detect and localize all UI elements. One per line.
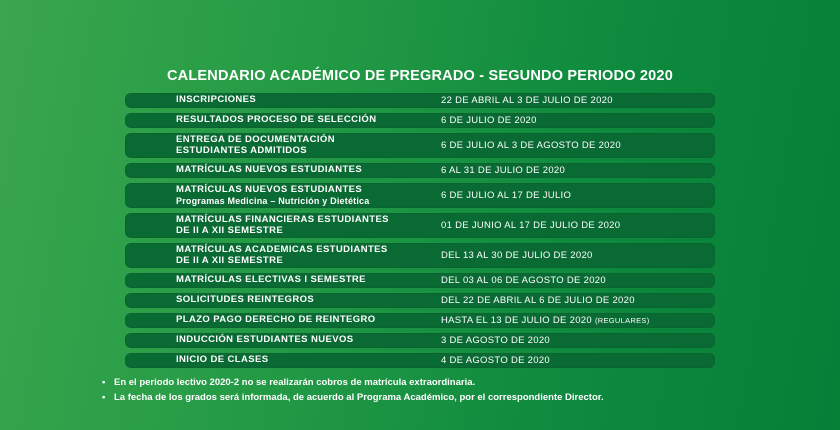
row-label-text: MATRÍCULAS ELECTIVAS I SEMESTRE: [176, 274, 366, 286]
row-label: [176, 183, 369, 208]
row-label: [176, 293, 314, 308]
row-value: 22 DE ABRIL AL 3 DE JULIO DE 2020: [441, 95, 613, 106]
row-matriculas-electivas: [125, 273, 715, 288]
row-label-text: MATRÍCULAS NUEVOS ESTUDIANTES: [176, 164, 363, 176]
row-value: 6 DE JULIO DE 2020: [441, 115, 537, 126]
row-value: 4 DE AGOSTO DE 2020: [441, 355, 551, 366]
row-label: [176, 313, 376, 328]
row-label: [176, 163, 362, 178]
footnotes: [102, 375, 604, 405]
row-label: [176, 133, 335, 158]
row-label-text: INDUCCIÓN ESTUDIANTES NUEVOS: [176, 334, 354, 346]
row-inscripciones: [125, 93, 715, 108]
row-label-text: MATRÍCULAS ACADEMICAS ESTUDIANTES: [176, 244, 388, 255]
row-value: 6 DE JULIO AL 17 DE JULIO: [441, 190, 572, 201]
row-label-text: INSCRIPCIONES: [176, 94, 257, 106]
row-label-text: SOLICITUDES REINTEGROS: [176, 294, 315, 306]
row-label: [176, 93, 256, 108]
row-label: [176, 353, 268, 368]
row-inicio-clases: [125, 353, 715, 368]
row-value: DEL 03 AL 06 DE AGOSTO DE 2020: [441, 275, 606, 286]
row-value: [441, 313, 650, 328]
row-value: 6 AL 31 DE JULIO DE 2020: [441, 165, 566, 176]
row-induccion: [125, 333, 715, 348]
row-label-text-2: Programas Medicina – Nutrición y Dietética: [176, 195, 370, 206]
row-value-text: HASTA EL 13 DE JULIO DE 2020: [441, 315, 592, 326]
row-value-note: (REGULARES): [594, 316, 650, 325]
row-matriculas-medicina: [125, 183, 715, 208]
row-resultados: [125, 113, 715, 128]
row-entrega-documentacion: [125, 133, 715, 158]
row-value: DEL 22 DE ABRIL AL 6 DE JULIO DE 2020: [441, 295, 635, 306]
row-label-text: ENTREGA DE DOCUMENTACIÓN: [176, 134, 335, 145]
row-label-text: RESULTADOS PROCESO DE SELECCIÓN: [176, 114, 377, 126]
footnote-item: [102, 375, 604, 390]
row-matriculas-nuevos: [125, 163, 715, 178]
row-value: 3 DE AGOSTO DE 2020: [441, 335, 551, 346]
footnote-text: La fecha de los grados será informada, de acuerdo al Programa Académico, por el correspondiente Director.: [114, 392, 604, 403]
row-label-text: INICIO DE CLASES: [176, 354, 269, 366]
bullet-icon: •: [102, 392, 106, 403]
row-label-text: MATRÍCULAS FINANCIERAS ESTUDIANTES: [176, 214, 389, 225]
row-value: 01 DE JUNIO AL 17 DE JULIO DE 2020: [441, 220, 621, 231]
row-value: DEL 13 AL 30 DE JULIO DE 2020: [441, 250, 593, 261]
row-label-text: PLAZO PAGO DERECHO DE REINTEGRO: [176, 314, 376, 326]
row-solicitudes-reintegros: [125, 293, 715, 308]
row-label: [176, 243, 388, 268]
row-value: 6 DE JULIO AL 3 DE AGOSTO DE 2020: [441, 140, 621, 151]
row-label-text: MATRÍCULAS NUEVOS ESTUDIANTES: [176, 184, 363, 195]
row-label: [176, 113, 376, 128]
row-label: [176, 213, 389, 238]
row-matriculas-academicas: [125, 243, 715, 268]
row-label-text-2: DE II A XII SEMESTRE: [176, 224, 284, 236]
footnote-text: En el periodo lectivo 2020-2 no se realizarán cobros de matrícula extraordinaria.: [114, 377, 476, 388]
calendar-title: CALENDARIO ACADÉMICO DE PREGRADO - SEGUNDO PERIODO 2020: [167, 68, 673, 84]
row-label-text-2: DE II A XII SEMESTRE: [176, 254, 284, 266]
row-label-text-2: ESTUDIANTES ADMITIDOS: [176, 144, 308, 156]
bullet-icon: •: [102, 377, 106, 388]
row-matriculas-financieras: [125, 213, 715, 238]
footnote-item: [102, 390, 604, 405]
row-label: [176, 273, 366, 288]
row-label: [176, 333, 353, 348]
row-plazo-pago: [125, 313, 715, 328]
